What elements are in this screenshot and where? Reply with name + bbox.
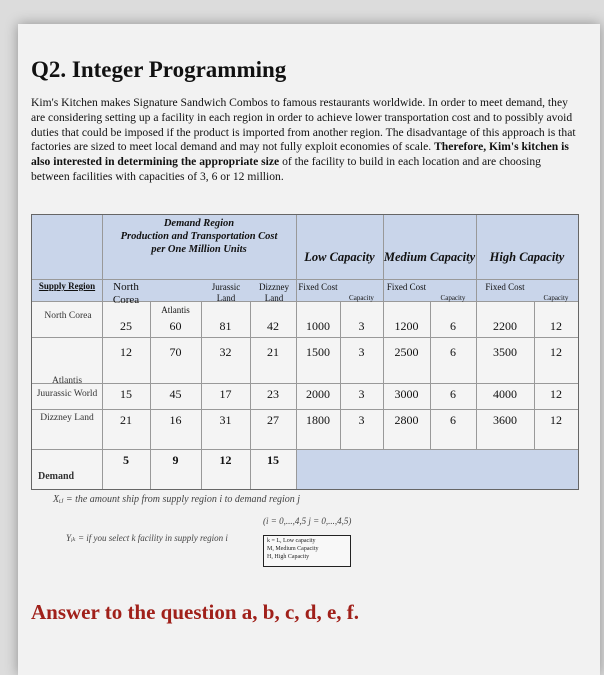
statement-bold: Therefore, Kim's kitchen is also interested in determining the appropriate size [31, 140, 569, 169]
fixed-cost-cell: 1800 [306, 413, 330, 427]
document-page [18, 24, 600, 675]
question-title: Q2. Integer Programming [31, 57, 287, 82]
capacity-cell: 6 [450, 413, 456, 427]
row-label-dizzney-land: Dizzney Land [40, 413, 94, 423]
capacity-cell: 12 [550, 387, 562, 401]
answer-prompt: Answer to the question a, b, c, d, e, f. [31, 600, 360, 624]
low-capacity-header: Low Capacity [304, 250, 375, 264]
header-demand-region: Demand Region [163, 218, 235, 229]
capacity-cell: 3 [358, 413, 365, 427]
capacity-legend-box [263, 535, 351, 567]
demand-cell: 5 [123, 453, 129, 467]
fixed-cost-cell: 1200 [394, 319, 419, 333]
x-variable-definition: Xᵢⱼ = the amount ship from supply region i to demand region j [53, 494, 301, 505]
fixed-cost-cell: 3000 [394, 387, 419, 401]
cost-table [31, 214, 579, 490]
y-variable-definition: Yᵢₖ = if you select k facility in supply region i [66, 533, 228, 543]
cost-cell: 81 [219, 319, 232, 333]
row-label-atlantis: Atlantis [51, 376, 83, 386]
header-per-unit: per One Million Units [151, 244, 247, 255]
cost-cell: 32 [219, 345, 232, 359]
index-range: (i = 0,...,4,5 j = 0,...,4,5) [263, 516, 352, 526]
high-capacity-header: High Capacity [489, 250, 565, 264]
cost-cell: 25 [120, 319, 132, 333]
capacity-cell: 12 [550, 345, 562, 359]
fixed-cost-cell: 2500 [394, 345, 419, 359]
fixed-cost-cell: 2200 [493, 319, 517, 333]
low-capacity-label: Capacity [349, 294, 374, 302]
cost-cell: 17 [219, 387, 232, 401]
capacity-cell: 12 [550, 413, 562, 427]
cost-cell: 70 [169, 345, 182, 359]
cost-cell: 15 [120, 387, 132, 401]
capacity-cell: 12 [550, 319, 562, 333]
cost-cell: 16 [169, 413, 182, 427]
capacity-cell: 3 [358, 319, 365, 333]
capacity-cell: 6 [450, 387, 456, 401]
fixed-cost-cell: 2000 [306, 387, 330, 401]
demand-cell: 12 [219, 453, 232, 467]
cost-cell: 12 [120, 345, 132, 359]
dest-jurassic-land: Jurassic Land [211, 282, 241, 303]
high-capacity-label: Capacity [543, 294, 569, 302]
dest-atlantis: Atlantis [161, 305, 190, 315]
fixed-cost-cell: 4000 [493, 387, 517, 401]
legend-high: H, High Capacity [267, 554, 310, 560]
statement-part-2: of the facility to build in each location and are choosing between facilities with capacities of 3, 6 or 12 million. [31, 155, 541, 183]
dest-north-corea: North Corea [112, 281, 140, 306]
legend-low: k = L, Low capacity [267, 538, 316, 544]
statement-part-1: Kim's Kitchen makes Signature Sandwich Combos to famous restaurants worldwide. In order to meet demand, they are considering setting up a facility in each region in order to achieve lower transportation cost and to possibly avoid duties that could be imposed if the product is imported from another region. The disadvantage of this approach is that factories are sized to meet local demand and may not fully exploit economies of scale. [31, 96, 576, 154]
cost-cell: 23 [267, 387, 279, 401]
capacity-cell: 3 [358, 345, 365, 359]
empty-shade [296, 449, 578, 489]
fixed-cost-cell: 3600 [493, 413, 517, 427]
medium-capacity-header: Medium Capacity [383, 250, 476, 264]
demand-cell: 9 [172, 453, 179, 467]
capacity-cell: 6 [450, 319, 456, 333]
problem-statement [31, 96, 579, 185]
high-fixed-cost-label: Fixed Cost [485, 282, 525, 292]
cost-cell: 42 [267, 319, 279, 333]
supply-region-label: Supply Region [38, 281, 96, 291]
low-fixed-cost-label: Fixed Cost [298, 282, 338, 292]
cost-cell: 27 [267, 413, 279, 427]
capacity-cell: 6 [450, 345, 456, 359]
demand-cell: 15 [267, 453, 279, 467]
row-label-jurassic-world: Juurassic World [36, 389, 98, 399]
cost-cell: 60 [169, 319, 182, 333]
fixed-cost-cell: 1000 [306, 319, 330, 333]
cost-cell: 21 [267, 345, 279, 359]
cost-cell: 21 [120, 413, 132, 427]
dest-dizzney-land: Dizzney Land [259, 282, 289, 303]
cost-cell: 31 [219, 413, 232, 427]
demand-label: Demand [38, 471, 75, 482]
medium-fixed-cost-label: Fixed Cost [386, 282, 427, 292]
medium-capacity-label: Capacity [440, 294, 466, 302]
header-production-cost: Production and Transportation Cost [120, 231, 278, 242]
legend-medium: M, Medium Capacity [267, 546, 319, 552]
capacity-cell: 3 [358, 387, 365, 401]
fixed-cost-cell: 2800 [394, 413, 419, 427]
row-label-north-corea: North Corea [44, 311, 92, 321]
fixed-cost-cell: 3500 [493, 345, 517, 359]
fixed-cost-cell: 1500 [306, 345, 330, 359]
cost-cell: 45 [169, 387, 182, 401]
